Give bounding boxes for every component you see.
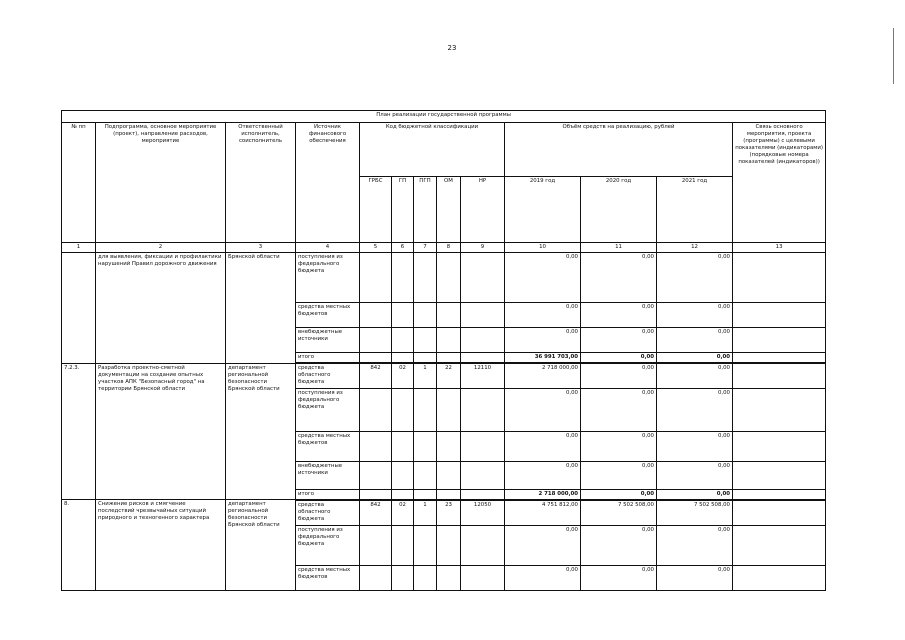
table-row bbox=[62, 500, 826, 526]
code-nr bbox=[461, 566, 505, 591]
code-om bbox=[437, 566, 461, 591]
code-nr: 12110 bbox=[461, 363, 505, 388]
funding-source: средства местных бюджетов bbox=[296, 566, 360, 591]
value-2021: 0,00 bbox=[657, 363, 733, 388]
indicator-link-cell bbox=[733, 363, 826, 388]
code-pgp bbox=[414, 328, 437, 353]
code-om bbox=[437, 489, 461, 500]
indicator-link-cell bbox=[733, 489, 826, 500]
value-2019: 0,00 bbox=[505, 253, 581, 303]
header-2019: 2019 год bbox=[505, 177, 581, 243]
item-responsible: департамент региональной безопасности Брянской области bbox=[226, 500, 296, 591]
indicator-link-cell bbox=[733, 303, 826, 328]
funding-source: итого bbox=[296, 489, 360, 500]
value-2021: 0,00 bbox=[657, 431, 733, 461]
item-number: 8. bbox=[62, 500, 96, 591]
code-pgp bbox=[414, 253, 437, 303]
funding-source: поступления из федерального бюджета bbox=[296, 526, 360, 566]
code-grbs bbox=[360, 489, 392, 500]
code-pgp: 1 bbox=[414, 363, 437, 388]
column-number: 8 bbox=[437, 243, 461, 253]
code-gp: 02 bbox=[392, 500, 414, 526]
code-pgp bbox=[414, 431, 437, 461]
code-gp bbox=[392, 461, 414, 489]
code-pgp bbox=[414, 461, 437, 489]
code-pgp bbox=[414, 303, 437, 328]
header-link: Связь основного мероприятия, проекта (программы) с целевыми показателями (индикаторами) (порядковые номера показателей (индикаторов)) bbox=[733, 123, 826, 243]
value-2021: 0,00 bbox=[657, 328, 733, 353]
code-om bbox=[437, 388, 461, 431]
value-2020: 0,00 bbox=[581, 526, 657, 566]
program-plan-table bbox=[61, 110, 826, 591]
code-nr bbox=[461, 489, 505, 500]
table-body bbox=[62, 253, 826, 591]
value-2019: 0,00 bbox=[505, 388, 581, 431]
value-2020: 0,00 bbox=[581, 461, 657, 489]
code-gp bbox=[392, 566, 414, 591]
funding-source: средства местных бюджетов bbox=[296, 303, 360, 328]
code-pgp bbox=[414, 353, 437, 364]
code-gp bbox=[392, 526, 414, 566]
value-2019: 4 751 812,00 bbox=[505, 500, 581, 526]
header-program: Подпрограмма, основное мероприятие (проект), направление расходов, мероприятие bbox=[96, 123, 226, 243]
value-2019: 0,00 bbox=[505, 303, 581, 328]
code-grbs bbox=[360, 353, 392, 364]
code-grbs bbox=[360, 431, 392, 461]
code-om bbox=[437, 461, 461, 489]
item-program: Снижение рисков и смягчение последствий чрезвычайных ситуаций природного и техногенного характера bbox=[96, 500, 226, 591]
column-number: 3 bbox=[226, 243, 296, 253]
code-gp bbox=[392, 388, 414, 431]
value-2019: 0,00 bbox=[505, 461, 581, 489]
item-number: 7.2.3. bbox=[62, 363, 96, 500]
table-row bbox=[62, 253, 826, 303]
code-om bbox=[437, 431, 461, 461]
header-grbs: ГРБС bbox=[360, 177, 392, 243]
header-2020: 2020 год bbox=[581, 177, 657, 243]
item-program: Разработка проектно-сметной документации на создание опытных участков АПК "Безопасный город" на территории Брянской области bbox=[96, 363, 226, 500]
code-pgp bbox=[414, 388, 437, 431]
column-number: 9 bbox=[461, 243, 505, 253]
value-2021: 0,00 bbox=[657, 461, 733, 489]
column-number: 5 bbox=[360, 243, 392, 253]
code-grbs bbox=[360, 328, 392, 353]
funding-source: итого bbox=[296, 353, 360, 364]
column-number: 4 bbox=[296, 243, 360, 253]
code-grbs bbox=[360, 303, 392, 328]
value-2020: 0,00 bbox=[581, 353, 657, 364]
code-om bbox=[437, 353, 461, 364]
value-2019: 2 718 000,00 bbox=[505, 363, 581, 388]
code-pgp bbox=[414, 526, 437, 566]
value-2020: 7 502 508,00 bbox=[581, 500, 657, 526]
indicator-link-cell bbox=[733, 353, 826, 364]
column-number-row bbox=[62, 243, 826, 253]
code-nr bbox=[461, 353, 505, 364]
header-responsible: Ответственный исполнитель, соисполнитель bbox=[226, 123, 296, 243]
funding-source: средства местных бюджетов bbox=[296, 431, 360, 461]
indicator-link-cell bbox=[733, 431, 826, 461]
code-nr bbox=[461, 253, 505, 303]
funding-source: внебюджетные источники bbox=[296, 328, 360, 353]
code-gp bbox=[392, 328, 414, 353]
header-volume: Объём средств на реализацию, рублей bbox=[505, 123, 733, 177]
value-2019: 36 991 703,00 bbox=[505, 353, 581, 364]
code-gp bbox=[392, 431, 414, 461]
column-number: 2 bbox=[96, 243, 226, 253]
value-2019: 0,00 bbox=[505, 431, 581, 461]
funding-source: поступления из федерального бюджета bbox=[296, 253, 360, 303]
value-2021: 0,00 bbox=[657, 388, 733, 431]
page-edge-mark bbox=[893, 28, 894, 84]
funding-source: средства областного бюджета bbox=[296, 500, 360, 526]
value-2020: 0,00 bbox=[581, 388, 657, 431]
code-om bbox=[437, 253, 461, 303]
indicator-link-cell bbox=[733, 461, 826, 489]
page-number: 23 bbox=[447, 44, 457, 52]
indicator-link-cell bbox=[733, 566, 826, 591]
code-nr bbox=[461, 303, 505, 328]
funding-source: внебюджетные источники bbox=[296, 461, 360, 489]
value-2019: 0,00 bbox=[505, 328, 581, 353]
value-2020: 0,00 bbox=[581, 489, 657, 500]
code-nr bbox=[461, 388, 505, 431]
code-gp bbox=[392, 353, 414, 364]
code-nr bbox=[461, 431, 505, 461]
header-om: ОМ bbox=[437, 177, 461, 243]
code-gp: 02 bbox=[392, 363, 414, 388]
funding-source: средства областного бюджета bbox=[296, 363, 360, 388]
value-2020: 0,00 bbox=[581, 566, 657, 591]
item-responsible: департамент региональной безопасности Брянской области bbox=[226, 363, 296, 500]
code-pgp: 1 bbox=[414, 500, 437, 526]
header-gp: ГП bbox=[392, 177, 414, 243]
value-2019: 0,00 bbox=[505, 526, 581, 566]
code-nr: 12050 bbox=[461, 500, 505, 526]
indicator-link-cell bbox=[733, 388, 826, 431]
value-2021: 0,00 bbox=[657, 526, 733, 566]
value-2020: 0,00 bbox=[581, 253, 657, 303]
column-number: 13 bbox=[733, 243, 826, 253]
code-grbs bbox=[360, 461, 392, 489]
value-2019: 2 718 000,00 bbox=[505, 489, 581, 500]
item-program: для выявления, фиксации и профилактики нарушений Правил дорожного движения bbox=[96, 253, 226, 364]
code-grbs bbox=[360, 526, 392, 566]
code-pgp bbox=[414, 566, 437, 591]
code-om bbox=[437, 303, 461, 328]
column-number: 6 bbox=[392, 243, 414, 253]
code-nr bbox=[461, 461, 505, 489]
value-2019: 0,00 bbox=[505, 566, 581, 591]
header-2021: 2021 год bbox=[657, 177, 733, 243]
indicator-link-cell bbox=[733, 328, 826, 353]
indicator-link-cell bbox=[733, 526, 826, 566]
header-source: Источник финансового обеспечения bbox=[296, 123, 360, 243]
header-budget-code: Код бюджетной классификации bbox=[360, 123, 505, 177]
column-number: 1 bbox=[62, 243, 96, 253]
indicator-link-cell bbox=[733, 500, 826, 526]
value-2021: 0,00 bbox=[657, 566, 733, 591]
header-num: № пп bbox=[62, 123, 96, 243]
code-gp bbox=[392, 489, 414, 500]
column-number: 7 bbox=[414, 243, 437, 253]
code-om bbox=[437, 328, 461, 353]
header-nr: НР bbox=[461, 177, 505, 243]
code-gp bbox=[392, 303, 414, 328]
code-nr bbox=[461, 328, 505, 353]
column-number: 12 bbox=[657, 243, 733, 253]
code-gp bbox=[392, 253, 414, 303]
header-pgp: ПГП bbox=[414, 177, 437, 243]
code-grbs bbox=[360, 566, 392, 591]
value-2021: 0,00 bbox=[657, 303, 733, 328]
code-grbs bbox=[360, 388, 392, 431]
code-grbs: 842 bbox=[360, 500, 392, 526]
code-om: 23 bbox=[437, 500, 461, 526]
funding-source: поступления из федерального бюджета bbox=[296, 388, 360, 431]
value-2020: 0,00 bbox=[581, 328, 657, 353]
value-2021: 0,00 bbox=[657, 353, 733, 364]
code-grbs bbox=[360, 253, 392, 303]
code-om: 22 bbox=[437, 363, 461, 388]
code-om bbox=[437, 526, 461, 566]
column-number: 11 bbox=[581, 243, 657, 253]
column-number: 10 bbox=[505, 243, 581, 253]
value-2021: 0,00 bbox=[657, 253, 733, 303]
item-number bbox=[62, 253, 96, 364]
indicator-link-cell bbox=[733, 253, 826, 303]
value-2021: 7 502 508,00 bbox=[657, 500, 733, 526]
item-responsible: Брянской области bbox=[226, 253, 296, 364]
table-title: План реализации государственной программы bbox=[62, 111, 826, 123]
value-2020: 0,00 bbox=[581, 303, 657, 328]
code-nr bbox=[461, 526, 505, 566]
code-pgp bbox=[414, 489, 437, 500]
table-row bbox=[62, 363, 826, 388]
value-2020: 0,00 bbox=[581, 363, 657, 388]
value-2020: 0,00 bbox=[581, 431, 657, 461]
code-grbs: 842 bbox=[360, 363, 392, 388]
value-2021: 0,00 bbox=[657, 489, 733, 500]
